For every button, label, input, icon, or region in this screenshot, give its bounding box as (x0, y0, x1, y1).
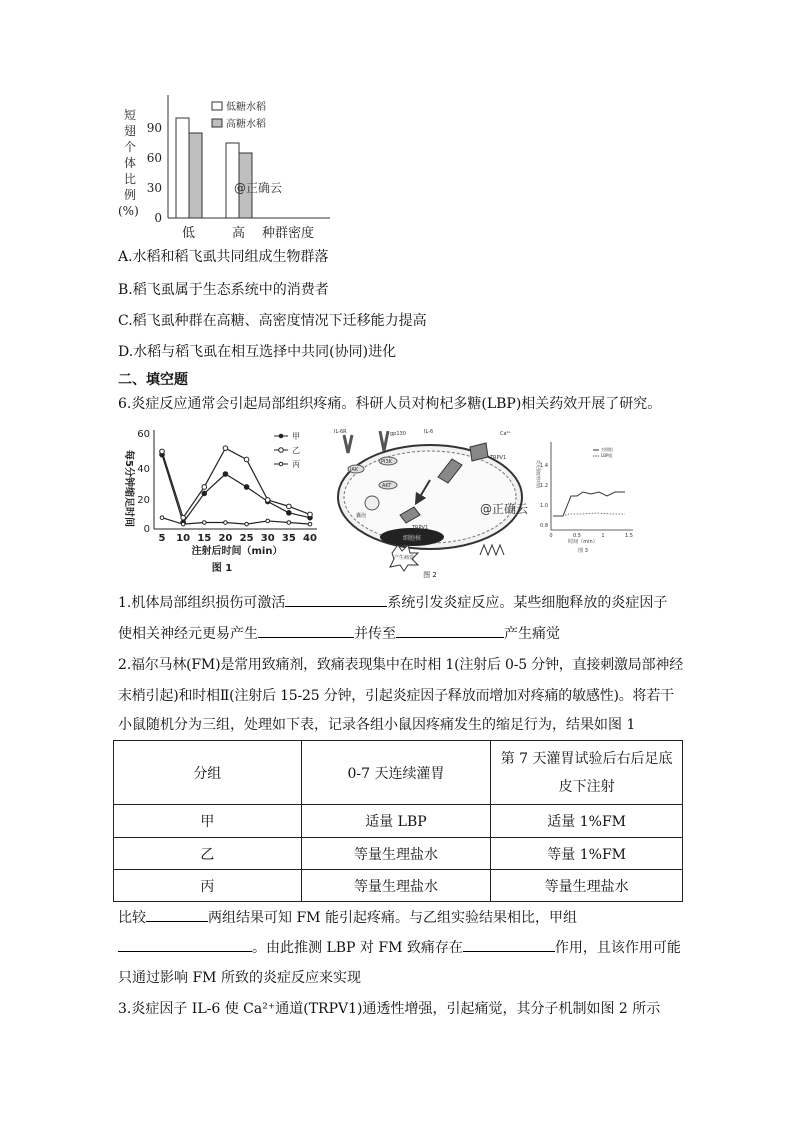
trpv1-label-lower: TRPV1 (412, 525, 429, 531)
fig1-point-series-bing (287, 521, 291, 525)
y-tick-label: 0 (154, 211, 162, 225)
after-table-line1 (118, 907, 577, 928)
legend-swatch-high (212, 119, 222, 127)
x-axis-title: 种群密度 (262, 226, 315, 241)
table-header-row (114, 741, 683, 805)
signal-wave (480, 545, 504, 555)
table-row (114, 805, 683, 838)
fig1-point-series-jia (223, 472, 228, 477)
fig1-legend-label: 乙 (292, 446, 300, 455)
pi3k-label: PI3K (381, 459, 392, 465)
fig1-point-series-yi (181, 515, 186, 520)
fig3-xtick: 1 (601, 533, 605, 539)
vesicle-label: 囊泡 (356, 513, 367, 519)
fig1-ylabel: 每5分钟缩足时间 (123, 450, 134, 527)
fig1-legend-label: 甲 (292, 432, 300, 441)
bar-high-sugar (189, 133, 202, 218)
fig3-ytick: 1.0 (540, 503, 548, 509)
table-cell: 等量生理盐水 (301, 870, 491, 902)
fig1-xtick: 20 (218, 533, 233, 544)
fig2-caption: 图 2 (423, 571, 437, 579)
il6r-receptor (344, 435, 352, 453)
fig1-xtick: 40 (303, 533, 317, 544)
table-cell: 适量 1%FM (491, 805, 683, 838)
table-cell: 适量 LBP (301, 805, 491, 838)
fig3-xtick: 1.5 (625, 533, 633, 539)
q1-line1 (118, 592, 667, 613)
table-cell: 甲 (114, 805, 302, 838)
option-b: B.稻飞虱属于生态系统中的消费者 (118, 282, 329, 298)
figure-3-svg (533, 440, 638, 555)
fig1-point-series-bing (160, 516, 164, 520)
trpv1-label: TRPV1 (490, 455, 507, 461)
table-header: 0-7 天连续灌胃 (301, 741, 491, 805)
fig1-point-series-bing (202, 521, 206, 525)
density-bar-chart (110, 95, 340, 245)
il6-label: IL-6 (424, 429, 434, 435)
fig1-caption: 图 1 (211, 563, 233, 574)
ylabel-char: 短 (124, 108, 137, 122)
after-table-text: 比较 (118, 910, 146, 926)
fig3-ylabel: 荧光强度相对值 (536, 460, 541, 488)
ylabel-char: 体 (124, 156, 137, 170)
fig1-point-series-yi (160, 449, 165, 454)
ylabel-char: (%) (118, 204, 139, 218)
fig1-ytick: 60 (137, 429, 150, 440)
table-row (114, 870, 683, 902)
figure-2 (330, 425, 530, 580)
table-cell: 等量生理盐水 (491, 870, 683, 902)
legend-swatch-low (212, 102, 222, 110)
table-header-line: 皮下注射 (558, 778, 615, 795)
legend-label: 低糖水稻 (226, 102, 266, 113)
watermark: @正确云 (480, 502, 529, 516)
fig1-xlabel: 注射后时间（min） (191, 546, 283, 557)
option-c: C.稻飞虱种群在高糖、高密度情况下迁移能力提高 (118, 313, 427, 329)
y-tick-label: 30 (146, 181, 162, 195)
ylabel-char: 个 (124, 140, 137, 154)
after-table-text: 。由此推测 LBP 对 FM 致痛存在 (252, 940, 463, 956)
table-cell: 等量 1%FM (491, 838, 683, 870)
after-table-line2 (118, 937, 681, 958)
table-header-line: 第 7 天灌胃试验后右后足底 (500, 750, 673, 767)
fig1-point-series-jia (202, 491, 207, 496)
table-cell: 乙 (114, 838, 302, 870)
gp130-label: gp130 (390, 431, 406, 437)
nucleus-label: 细胞核 (402, 535, 422, 542)
fig1-point-series-yi (223, 446, 228, 451)
fig1-point-series-bing (181, 522, 185, 526)
fig3-ytick: 1.2 (540, 483, 548, 489)
option-a: A.水稻和稻飞虱共同组成生物群落 (118, 249, 329, 265)
answer-blank[interactable] (258, 623, 354, 638)
ylabel-char: 比 (124, 172, 137, 186)
fig3-legend-label: 对照组 (601, 447, 613, 452)
vesicle (365, 496, 379, 510)
fig1-xtick: 10 (176, 533, 191, 544)
q1-text: 1.机体局部组织损伤可激活 (118, 595, 286, 611)
akt-label: AKT (382, 483, 392, 489)
q1-text: 并传至 (354, 626, 396, 642)
fig1-point-series-yi (244, 457, 249, 462)
bar-low-sugar (176, 118, 189, 218)
q1-line2 (118, 623, 560, 644)
fig1-ytick: 0 (143, 524, 150, 535)
fig3-xtick: 0 (549, 533, 553, 539)
fig1-ytick: 20 (137, 495, 150, 506)
y-tick-label: 90 (146, 121, 162, 135)
fig3-ytick: 0.8 (540, 523, 548, 529)
question-3: 3.炎症因子 IL-6 使 Ca²⁺通道(TRPV1)通透性增强，引起痛觉，其分子机制如图 2 所示 (118, 1001, 661, 1017)
q1-text: 产生痛觉 (504, 626, 560, 642)
jak-label: JAK (350, 467, 359, 473)
ca-label: Ca²⁺ (500, 431, 512, 437)
fig1-point-series-yi (308, 512, 313, 517)
fig1-point-series-jia (287, 511, 292, 516)
fig3-legend-label: LBP组 (601, 453, 613, 458)
fig1-legend-label: 丙 (292, 460, 300, 469)
fig1-point-series-jia (244, 485, 249, 490)
figure-3 (533, 440, 638, 555)
fig3-ytick: 1.4 (540, 463, 548, 469)
ylabel-char: 例 (124, 188, 137, 202)
fig1-point-series-bing (224, 521, 228, 525)
table-row (114, 838, 683, 870)
question-6-intro: 6.炎症反应通常会引起局部组织疼痛。科研人员对枸杞多糖(LBP)相关药效开展了研究。 (118, 396, 662, 412)
fig1-point-series-bing (308, 522, 312, 526)
q1-text: 系统引发炎症反应。某些细胞释放的炎症因子 (387, 595, 668, 611)
gp130-receptor (380, 431, 388, 451)
answer-blank[interactable] (396, 623, 504, 638)
after-table-text: 作用，且该作用可能 (554, 940, 681, 956)
table-header: 分组 (114, 741, 302, 805)
fig1-xtick: 5 (158, 533, 166, 544)
answer-blank[interactable] (285, 592, 387, 607)
pain-label: 产生痛觉 (394, 555, 415, 561)
section-heading: 二、填空题 (118, 372, 188, 388)
fig1-point-series-yi (265, 498, 270, 503)
fig1-point-series-yi (287, 504, 292, 509)
table-header (491, 741, 683, 805)
q2-line1: 2.福尔马林(FM)是常用致痛剂，致痛表现集中在时相 1(注射后 0-5 分钟，直接刺激局部神经 (118, 657, 683, 673)
fig3-control-line (553, 492, 625, 516)
fig3-xlabel: 时间（min） (568, 539, 598, 545)
q1-text: 使相关神经元更易产生 (118, 626, 258, 642)
x-category-label: 低 (182, 226, 196, 241)
density-bar-chart-svg (110, 95, 340, 245)
q2-line3: 小鼠随机分为三组，处理如下表，记录各组小鼠因疼痛发生的缩足行为，结果如图 1 (118, 717, 636, 733)
figure-1-svg (112, 420, 322, 580)
answer-blank[interactable] (146, 907, 208, 922)
fig1-point-series-bing (245, 522, 249, 526)
table-cell: 丙 (114, 870, 302, 902)
q2-line2: 末梢引起)和时相Ⅱ(注射后 15-25 分钟，引起炎症因子释放而增加对疼痛的敏感性)。将若干 (118, 688, 674, 704)
fig1-xtick: 35 (281, 533, 296, 544)
fig3-xtick: 0.5 (573, 533, 581, 539)
after-table-line3: 只通过影响 FM 所致的炎症反应来实现 (118, 970, 361, 986)
x-category-label: 高 (232, 226, 246, 241)
fig3-caption: 图 3 (578, 548, 588, 554)
fig1-point-series-bing (266, 519, 270, 523)
fig1-ytick: 40 (137, 464, 150, 475)
figure-2-svg (330, 425, 530, 580)
figure-1 (112, 420, 322, 580)
fig1-xtick: 15 (197, 533, 212, 544)
fig1-xtick: 30 (260, 533, 275, 544)
grouping-table (113, 740, 683, 902)
il6r-label: IL-6R (334, 429, 347, 435)
watermark: @正确云 (234, 181, 283, 195)
fig1-xtick: 25 (239, 533, 254, 544)
option-d: D.水稻与稻飞虱在相互选择中共同(协同)进化 (118, 344, 397, 360)
answer-blank[interactable] (463, 937, 555, 952)
ylabel-char: 翅 (124, 124, 137, 138)
fig1-point-series-yi (202, 485, 207, 490)
answer-blank[interactable] (118, 937, 252, 952)
legend-label: 高糖水稻 (226, 119, 266, 130)
y-tick-label: 60 (146, 151, 162, 165)
after-table-text: 两组结果可知 FM 能引起疼痛。与乙组实验结果相比，甲组 (208, 910, 577, 926)
table-cell: 等量生理盐水 (301, 838, 491, 870)
